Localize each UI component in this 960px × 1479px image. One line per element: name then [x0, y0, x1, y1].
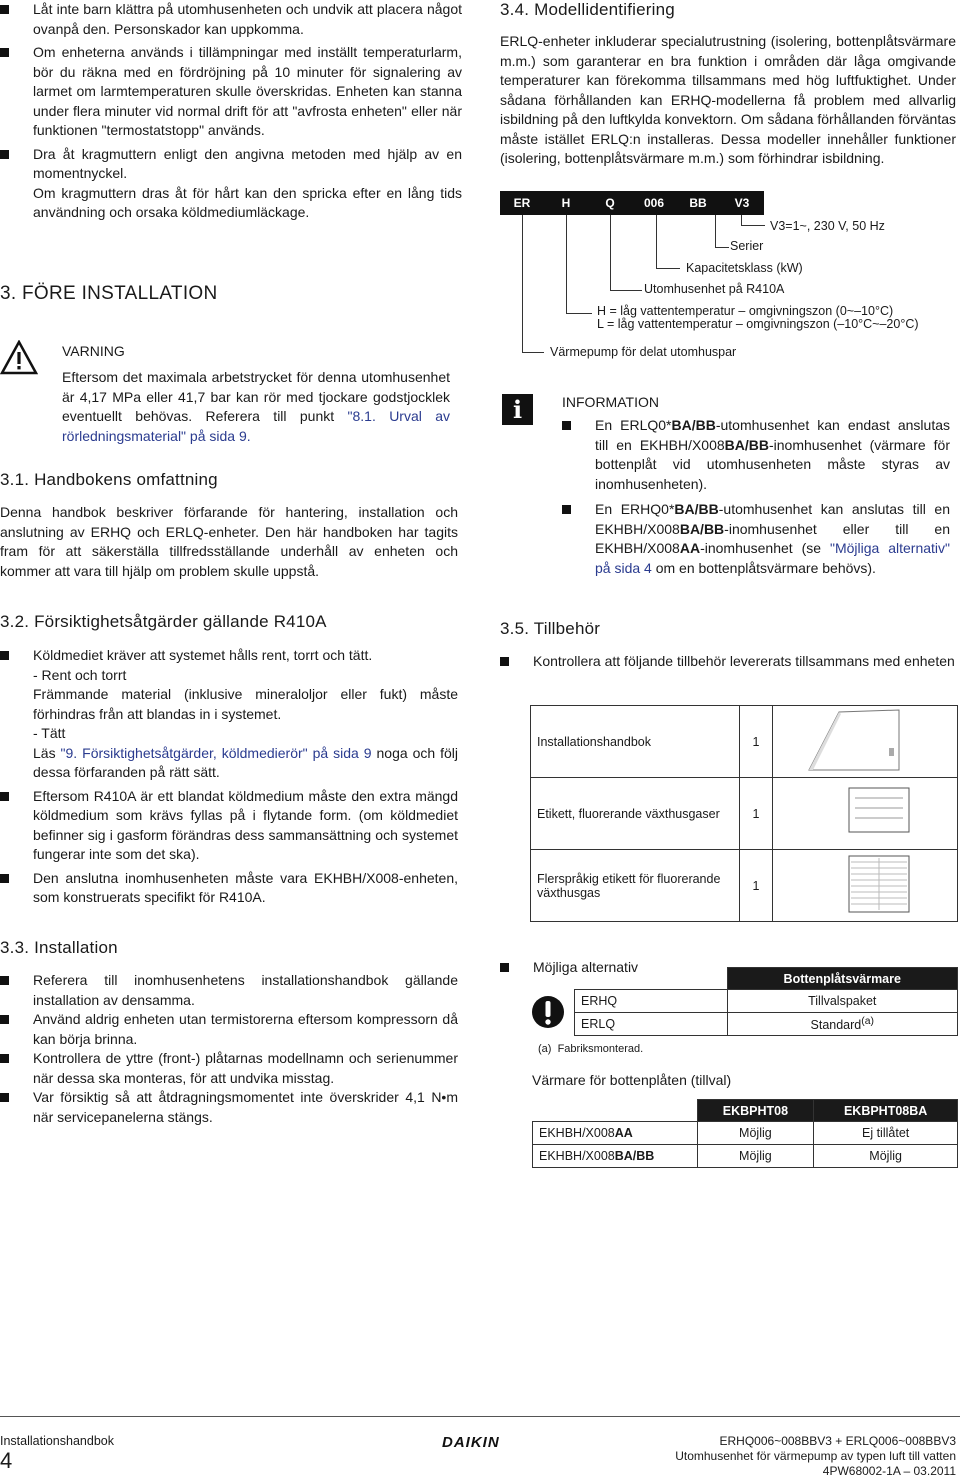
table-cell [533, 1100, 698, 1122]
connector-line [610, 215, 611, 290]
text: EKHBH/X008 [539, 1126, 615, 1140]
code-part: V3 [734, 196, 750, 210]
label-illustration-icon [779, 780, 919, 844]
text-bold: AA [679, 540, 701, 556]
heater-title: Värmare för bottenplåten (tillval) [532, 1072, 732, 1088]
text-bold: BA/BB [614, 1149, 655, 1163]
text-bold: BA/BB [724, 436, 769, 453]
info-icon: i [502, 394, 533, 425]
manual-illustration-icon [779, 708, 919, 772]
table-row [531, 706, 958, 778]
accessories-table [530, 705, 958, 922]
table-cell: 1 [740, 706, 773, 778]
footnote-text: Fabriksmonterad. [557, 1043, 644, 1055]
warning-title: VARNING [62, 343, 125, 359]
table-cell: Etikett, fluorerande växthusgaser [531, 778, 740, 850]
table-cell: Installationshandbok [531, 706, 740, 778]
connector-line [741, 215, 742, 225]
brand-logo: DAIKIN [442, 1434, 500, 1451]
table-row [575, 968, 958, 990]
footer-doc-code: 4PW68002-1A – 03.2011 [822, 1464, 956, 1478]
text: En ERHQ0* [595, 501, 675, 517]
table-cell [773, 706, 958, 778]
cross-ref-link[interactable]: "Möjliga alternativ" på sida 4 [595, 540, 950, 576]
table-header: EKBPHT08BA [814, 1100, 958, 1122]
sub-text: Främmande material (inklusive mineraloljor eller fukt) måste förhindras från att blandas in i systemet. [33, 686, 458, 722]
text: -utomhusenhet kan endast anslutas till en EKHBH/X008 [595, 417, 951, 453]
page-footer [0, 1416, 960, 1478]
connector-line [715, 247, 729, 248]
model-code-bar [500, 191, 764, 215]
intro-note: Om kragmuttern dras åt för hårt kan den spricka efter en lång tids användning och orsaka köldmediumläckage. [33, 184, 462, 220]
list-item [562, 416, 950, 494]
sub-text-post: noga och följ dessa förfaranden på rätt sätt. [33, 744, 459, 780]
table-cell: ERLQ [575, 1013, 728, 1036]
connector-line [522, 215, 523, 352]
heater-table [532, 1099, 958, 1168]
table-header: Bottenplåtsvärmare [727, 968, 958, 990]
footer-model-info [675, 1434, 956, 1479]
sub-heading: - Tätt [33, 725, 66, 741]
code-label-utomhus: Utomhusenhet på R410A [644, 282, 785, 296]
table-cell [773, 850, 958, 922]
list-item: Eftersom R410A är ett blandat köldmedium måste den extra mängd köldmedium som krävs fyllas på i flytande form. (om köldmediet befinner sig i gasform förändras dess sammansättning och systemet fungerar inte som det ska). [0, 787, 458, 865]
section-3-1-title: 3.1. Handbokens omfattning [0, 470, 218, 489]
list-item: Använd aldrig enheten utan termistorerna eftersom kompressorn då kan börja brinna. [0, 1010, 458, 1049]
section-3-title: 3. FÖRE INSTALLATION [0, 283, 218, 304]
section-3-2-body [0, 646, 458, 908]
connector-line [566, 215, 567, 313]
table-cell: Möjlig [697, 1145, 814, 1168]
table-cell: Tillvalspaket [727, 990, 958, 1013]
code-part: H [561, 196, 571, 210]
text: -utomhusenhet kan anslutas till en EKHBH/X008 [595, 501, 950, 537]
list-item: Referera till inomhusenhetens installationshandbok gällande installation av densamma. [0, 971, 458, 1010]
exclamation-icon [530, 995, 566, 1029]
footer-divider [0, 1416, 960, 1417]
options-table [574, 967, 958, 1036]
connector-line [610, 290, 642, 291]
code-label-serier: Serier [730, 239, 764, 253]
connector-line [656, 215, 657, 268]
code-part: ER [513, 196, 531, 210]
warning-triangle-icon [0, 340, 38, 376]
code-label-kapacitet: Kapacitetsklass (kW) [686, 261, 803, 275]
table-cell: Möjlig [814, 1145, 958, 1168]
table-row [575, 990, 958, 1013]
connector-line [522, 352, 544, 353]
text: -inomhusenhet (värmare för bottenplåt vid utomhusenheten måste styras av inomhusenheten). [595, 436, 950, 492]
connector-line [715, 215, 716, 247]
section-3-3-body [0, 971, 458, 1127]
text: En ERLQ0* [595, 417, 672, 433]
sub-heading: - Rent och torrt [33, 666, 127, 683]
right-column [500, 0, 960, 1163]
table-cell: 1 [740, 778, 773, 850]
list-item: Den anslutna inomhusenheten måste vara EKHBH/X008-enheten, som konstruerats specifikt för R410A. [0, 869, 458, 908]
list-item: Var försiktig så att åtdragningsmomentet inte överskrider 4,1 N•m när servicepanelerna stängs. [0, 1088, 458, 1127]
text-bold: AA [614, 1126, 633, 1140]
warning-text: Eftersom det maximala arbetstrycket för denna utomhusenhet är 4,17 MPa eller 41,7 bar kan rör med tjockare godstjocklek eventuellt behövas. Referera till punkt [62, 369, 450, 424]
connector-line [566, 313, 592, 314]
section-3-1-text: Denna handbok beskriver förfarande för hantering, installation och anslutning av ERHQ och ERLQ-enheter. Den här handboken har tagits fram för att säkerställa tillfredsställande underhåll av enheten och kommer att vara till hjälp om problem skulle uppstå. [0, 504, 458, 579]
info-title: INFORMATION [562, 394, 659, 410]
table-cell: ERHQ [575, 990, 728, 1013]
sub-text-block [0, 744, 458, 783]
list-item: Kontrollera att följande tillbehör levererats tillsammans med enheten [500, 652, 960, 672]
section-3-4-title: 3.4. Modellidentifiering [500, 0, 675, 19]
table-cell [727, 1013, 958, 1036]
model-code-diagram [500, 191, 960, 366]
table-cell: Flerspråkig etikett för fluorerande växthusgas [531, 850, 740, 922]
code-part: BB [689, 196, 707, 210]
table-cell [533, 1145, 698, 1168]
section-3-2-title: 3.2. Försiktighetsåtgärder gällande R410A [0, 612, 327, 631]
warning-text-block [62, 368, 450, 446]
footer-description: Utomhusenhet för värmepump av typen luft till vatten [675, 1449, 956, 1463]
text-bold: BA/BB [679, 520, 725, 537]
text-bold: BA/BB [671, 417, 716, 433]
table-cell: Ej tillåtet [814, 1122, 958, 1145]
code-label-v3: V3=1~, 230 V, 50 Hz [770, 219, 885, 233]
footer-doc-type: Installationshandbok [0, 1434, 114, 1448]
info-body [562, 416, 950, 578]
table-cell [575, 968, 728, 990]
table-row [533, 1122, 958, 1145]
table-row [575, 1013, 958, 1036]
table-cell [533, 1122, 698, 1145]
sub-text-pre: Läs [33, 744, 56, 761]
section-3-5-title: 3.5. Tillbehör [500, 619, 601, 638]
footnote-ref: (a) [861, 1015, 874, 1027]
warning-link[interactable]: "8.1. Urval av rörledningsmaterial" på sida 9. [62, 408, 451, 444]
list-item: Om enheterna används i tillämpningar med inställt temperaturlarm, bör du räkna med en fördröjning på 10 minuter för signalering av larmet om larmtemperaturen skulle överskridas. Enheten kan stanna under flera minuter vid normal drift för att "avfrosta enheten" eller när funktionen "termostatstopp" används. [0, 43, 462, 141]
text: -inomhusenhet (se [700, 540, 822, 556]
list-item: Kontrollera de yttre (front-) plåtarnas modellnamn och serienummer när dessa ska monteras, för att undvika misstag. [0, 1049, 458, 1088]
code-part: 006 [643, 196, 665, 210]
code-part: Q [605, 196, 615, 210]
code-label-l: L = låg vattentemperatur – omgivningszon (–10°C~–20°C) [597, 317, 919, 331]
table-cell: Möjlig [697, 1122, 814, 1145]
options-footnote [538, 1043, 643, 1055]
text-bold: BA/BB [674, 501, 719, 517]
options-heading: Möjliga alternativ [500, 958, 960, 978]
list-item: Köldmediet kräver att systemet hålls rent, torrt och tätt. [0, 646, 458, 666]
footnote-label: (a) [538, 1043, 552, 1055]
table-header: EKBPHT08 [697, 1100, 814, 1122]
list-item: Låt inte barn klättra på utomhusenheten och undvik att placera något ovanpå den. Personskador kan uppkomma. [0, 0, 462, 39]
cross-ref-link[interactable]: "9. Försiktighetsåtgärder, köldmedierör" på sida 9 [60, 744, 372, 761]
text: -inomhusenhet eller till en EKHBH/X008 [595, 520, 950, 556]
table-row [531, 778, 958, 850]
list-item [562, 500, 950, 578]
table-row [533, 1100, 958, 1122]
table-cell: 1 [740, 850, 773, 922]
connector-line [656, 268, 680, 269]
table-row [533, 1145, 958, 1168]
text: EKHBH/X008 [539, 1149, 615, 1163]
page-number: 4 [0, 1448, 13, 1473]
footer-model: ERHQ006~008BBV3 + ERLQ006~008BBV3 [719, 1434, 956, 1448]
text: om en bottenplåtsvärmare behövs). [655, 559, 876, 576]
table-row [531, 850, 958, 922]
table-cell [773, 778, 958, 850]
code-label-er: Värmepump för delat utomhuspar [550, 345, 737, 359]
text: Standard [810, 1018, 862, 1033]
multilingual-label-icon [779, 852, 919, 916]
section-3-4-text: ERLQ-enheter inkluderar specialutrustning (isolering, bottenplåtsvärmare m.m.) som garanterar en bra funktion i områden där låga omgivande temperaturer kan förekomma tillsammans med hög luftfuktighet. Under sådana förhållanden kan ERHQ-modellerna få problem med allvarlig isbildning på den luftkylda konvektorn. Om sådana förhållanden förväntas måste istället ERLQ:n installeras. Dessa modeller innehåller funktioner (isolering, bottenplåtsvärmare m.m.) som förhindrar isbildning. [500, 33, 956, 166]
connector-line [741, 225, 765, 226]
section-3-3-title: 3.3. Installation [0, 938, 118, 957]
list-item: Dra åt kragmuttern enligt den angivna metoden med hjälp av en momentnyckel. [0, 145, 462, 184]
intro-bullets [0, 0, 462, 223]
code-label-h: H = låg vattentemperatur – omgivningszon (0~–10°C) [597, 304, 894, 318]
